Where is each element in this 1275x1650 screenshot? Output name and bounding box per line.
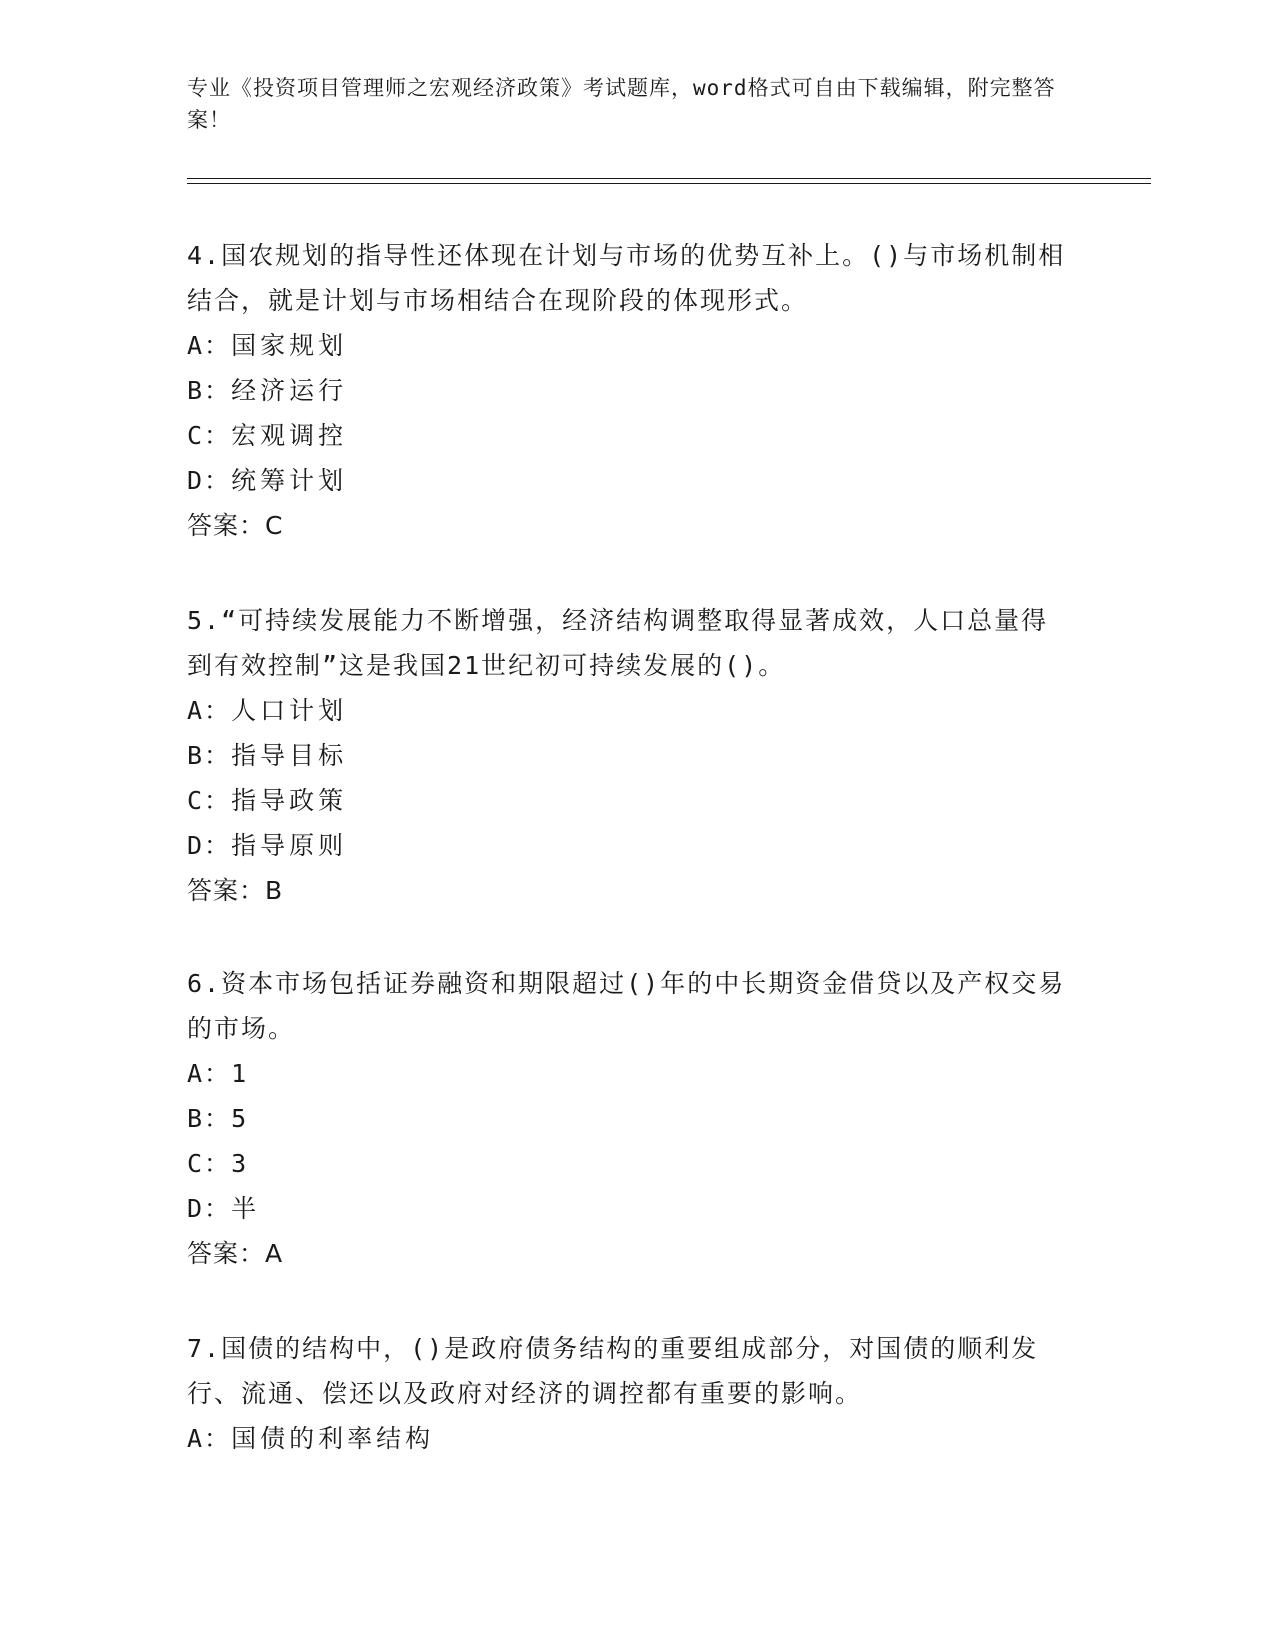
question-stem: 4.国农规划的指导性还体现在计划与市场的优势互补上。()与市场机制相结合，就是计划与市场相结合在现阶段的体现形式。 (187, 241, 1066, 315)
option-text: 指导原则 (231, 831, 348, 860)
option-d (187, 1186, 1067, 1231)
option-label: B： (187, 376, 232, 405)
option-label: B： (187, 741, 232, 770)
option-text: 国债的利率结构 (231, 1424, 435, 1453)
answer-line: 答案：B (187, 876, 284, 905)
header-divider-top (187, 178, 1151, 179)
option-a (187, 1051, 1067, 1096)
option-c (187, 778, 1067, 823)
document-header-text: 专业《投资项目管理师之宏观经济政策》考试题库，word格式可自由下载编辑，附完整答案！ (187, 76, 1056, 132)
option-label: B： (187, 1104, 232, 1133)
question-6 (187, 961, 1067, 1276)
question-5 (187, 598, 1067, 913)
option-a (187, 1416, 1067, 1461)
question-7 (187, 1326, 1067, 1461)
option-label: A： (187, 1424, 232, 1453)
question-stem: 5.“可持续发展能力不断增强，经济结构调整取得显著成效，人口总量得到有效控制”这是我国21世纪初可持续发展的()。 (187, 606, 1049, 680)
option-label: A： (187, 696, 232, 725)
option-label: D： (187, 831, 232, 860)
option-label: C： (187, 421, 232, 450)
option-text: 经济运行 (231, 376, 348, 405)
option-text: 半 (231, 1194, 261, 1223)
header-divider-bottom (187, 183, 1151, 184)
option-d (187, 823, 1067, 868)
question-stem: 6.资本市场包括证券融资和期限超过()年的中长期资金借贷以及产权交易的市场。 (187, 969, 1066, 1043)
answer-line: 答案：A (187, 1239, 284, 1268)
option-text: 5 (231, 1104, 251, 1133)
option-label: A： (187, 1059, 232, 1088)
option-a (187, 323, 1067, 368)
option-label: D： (187, 466, 232, 495)
option-text: 指导目标 (231, 741, 348, 770)
option-text: 宏观调控 (231, 421, 348, 450)
option-b (187, 368, 1067, 413)
option-label: A： (187, 331, 232, 360)
option-text: 统筹计划 (231, 466, 348, 495)
option-text: 3 (231, 1149, 251, 1178)
option-d (187, 458, 1067, 503)
option-a (187, 688, 1067, 733)
option-label: D： (187, 1194, 232, 1223)
option-text: 1 (231, 1059, 251, 1088)
option-text: 国家规划 (231, 331, 348, 360)
question-4 (187, 233, 1067, 548)
question-stem: 7.国债的结构中，()是政府债务结构的重要组成部分，对国债的顺利发行、流通、偿还以及政府对经济的调控都有重要的影响。 (187, 1334, 1039, 1408)
option-c (187, 413, 1067, 458)
answer-line: 答案：C (187, 511, 284, 540)
option-label: C： (187, 1149, 232, 1178)
option-b (187, 733, 1067, 778)
option-text: 指导政策 (231, 786, 348, 815)
option-c (187, 1141, 1067, 1186)
option-b (187, 1096, 1067, 1141)
option-label: C： (187, 786, 232, 815)
option-text: 人口计划 (231, 696, 348, 725)
